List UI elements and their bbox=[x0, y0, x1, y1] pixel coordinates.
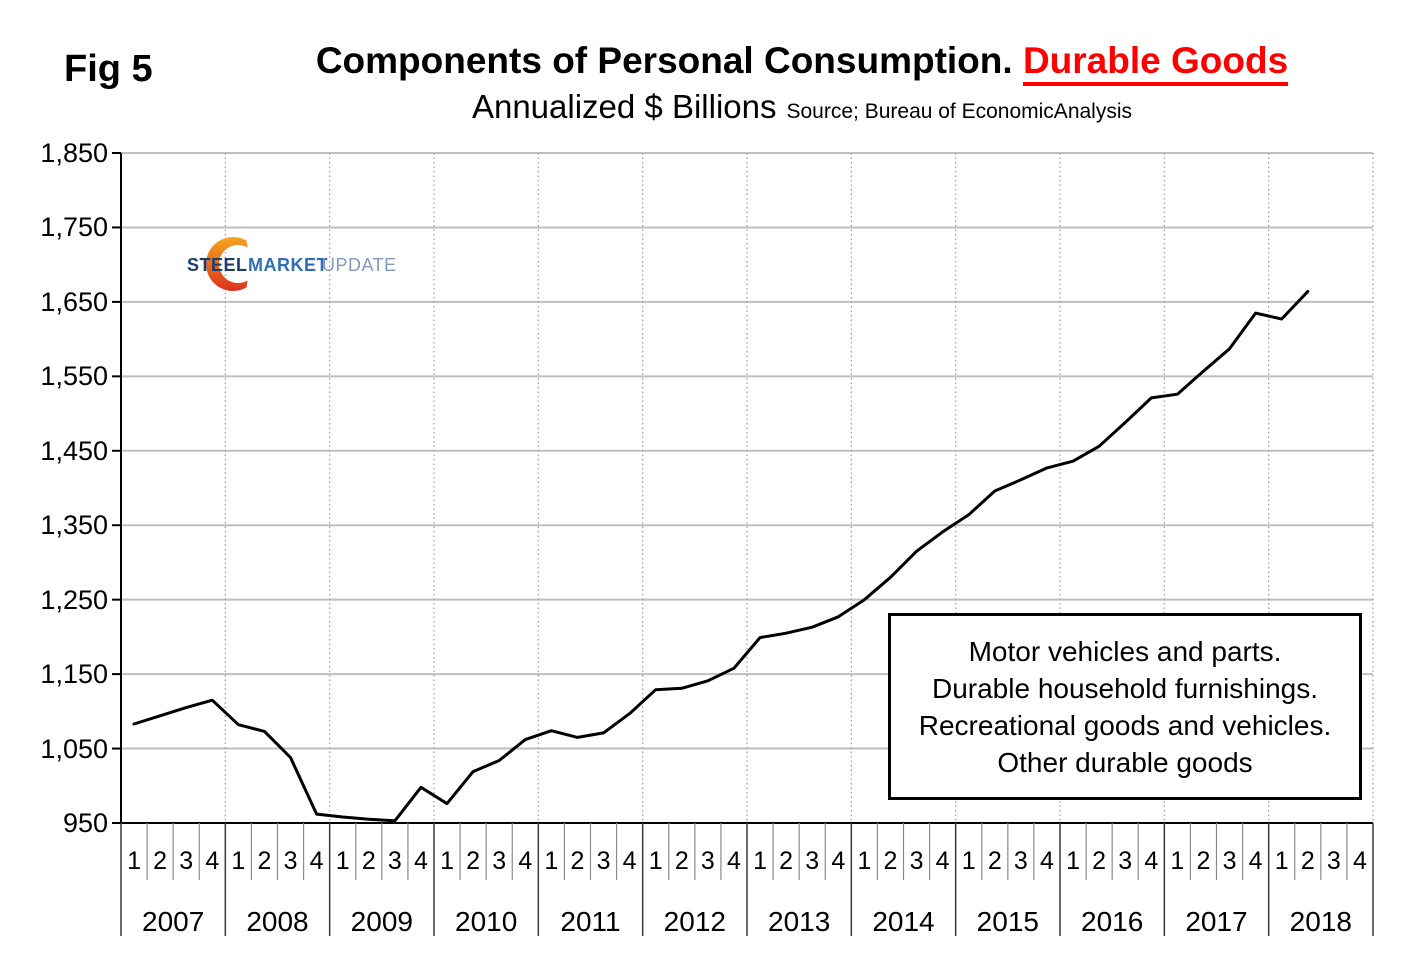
logo-word-market: MARKET bbox=[248, 255, 328, 275]
quarter-label: 3 bbox=[492, 847, 507, 875]
legend-item: Recreational goods and vehicles. bbox=[918, 709, 1332, 741]
year-label: 2017 bbox=[1185, 906, 1248, 937]
quarter-label: 3 bbox=[1013, 847, 1028, 875]
quarter-label: 4 bbox=[309, 847, 324, 875]
y-axis-label: 1,750 bbox=[40, 212, 108, 243]
logo-word-update: UPDATE bbox=[322, 255, 397, 275]
quarter-label: 3 bbox=[700, 847, 715, 875]
chart-subtitle-text: Annualized $ Billions bbox=[471, 88, 777, 125]
quarter-label: 3 bbox=[283, 847, 298, 875]
quarter-label: 1 bbox=[648, 847, 663, 875]
quarter-label: 1 bbox=[127, 847, 141, 875]
quarter-label: 1 bbox=[231, 847, 246, 875]
y-axis-label: 1,150 bbox=[40, 659, 108, 690]
quarter-label: 3 bbox=[1118, 847, 1133, 875]
year-label: 2014 bbox=[872, 906, 935, 937]
quarter-label: 1 bbox=[440, 847, 454, 875]
quarter-label: 2 bbox=[1300, 847, 1315, 875]
legend-box bbox=[888, 613, 1362, 800]
year-label: 2012 bbox=[663, 906, 726, 937]
quarter-label: 2 bbox=[257, 847, 272, 875]
y-axis-label: 1,350 bbox=[40, 510, 108, 541]
chart-title-highlight: Durable Goods bbox=[1023, 40, 1288, 86]
chart-title-text: Components of Personal Consumption. bbox=[315, 40, 1023, 81]
figure-number: Fig 5 bbox=[64, 48, 153, 90]
quarter-label: 1 bbox=[753, 847, 767, 875]
quarter-label: 2 bbox=[779, 847, 794, 875]
quarter-label: 1 bbox=[544, 847, 559, 875]
year-label: 2010 bbox=[455, 906, 518, 937]
y-axis-label: 1,550 bbox=[40, 361, 108, 392]
quarter-label: 3 bbox=[1222, 847, 1237, 875]
quarter-label: 4 bbox=[1248, 847, 1263, 875]
quarter-label: 4 bbox=[1144, 847, 1159, 875]
year-label: 2008 bbox=[246, 906, 309, 937]
y-axis-label: 1,250 bbox=[40, 584, 108, 615]
quarter-label: 2 bbox=[466, 847, 481, 875]
year-label: 2015 bbox=[976, 906, 1039, 937]
quarter-label: 2 bbox=[361, 847, 376, 875]
quarter-label: 2 bbox=[1196, 847, 1211, 875]
legend-item: Durable household furnishings. bbox=[931, 672, 1319, 704]
y-axis-label: 1,050 bbox=[40, 733, 108, 764]
logo-word-steel: STEEL bbox=[187, 255, 248, 275]
y-axis-label: 950 bbox=[62, 808, 108, 838]
quarter-label: 1 bbox=[1274, 847, 1289, 875]
source-note: Source; Bureau of EconomicAnalysis bbox=[786, 100, 1133, 123]
quarter-label: 4 bbox=[1353, 847, 1367, 875]
quarter-label: 1 bbox=[1066, 847, 1080, 875]
quarter-label: 2 bbox=[153, 847, 168, 875]
quarter-label: 2 bbox=[674, 847, 689, 875]
quarter-label: 4 bbox=[205, 847, 220, 875]
year-label: 2013 bbox=[768, 906, 831, 937]
year-label: 2011 bbox=[560, 906, 621, 937]
quarter-label: 3 bbox=[387, 847, 402, 875]
quarter-label: 1 bbox=[335, 847, 350, 875]
quarter-label: 4 bbox=[414, 847, 428, 875]
y-axis-label: 1,450 bbox=[40, 435, 108, 466]
steel-market-update-logo bbox=[180, 236, 395, 296]
year-label: 2016 bbox=[1081, 906, 1144, 937]
quarter-label: 2 bbox=[987, 847, 1002, 875]
quarter-label: 4 bbox=[935, 847, 950, 875]
year-label: 2007 bbox=[142, 906, 205, 937]
quarter-label: 4 bbox=[1040, 847, 1054, 875]
quarter-label: 3 bbox=[1326, 847, 1341, 875]
year-label: 2018 bbox=[1289, 906, 1352, 937]
y-axis-label: 1,850 bbox=[40, 138, 108, 168]
quarter-label: 4 bbox=[727, 847, 741, 875]
quarter-label: 2 bbox=[883, 847, 898, 875]
quarter-label: 2 bbox=[570, 847, 585, 875]
legend-item: Other durable goods bbox=[997, 746, 1253, 778]
quarter-label: 3 bbox=[909, 847, 924, 875]
quarter-label: 1 bbox=[1170, 847, 1185, 875]
year-label: 2009 bbox=[350, 906, 413, 937]
quarter-label: 3 bbox=[805, 847, 820, 875]
quarter-label: 4 bbox=[518, 847, 533, 875]
legend-item: Motor vehicles and parts. bbox=[968, 635, 1282, 667]
y-axis-label: 1,650 bbox=[40, 286, 108, 317]
quarter-label: 4 bbox=[622, 847, 637, 875]
quarter-label: 2 bbox=[1092, 847, 1107, 875]
quarter-label: 1 bbox=[961, 847, 976, 875]
quarter-label: 3 bbox=[596, 847, 611, 875]
quarter-label: 4 bbox=[831, 847, 846, 875]
quarter-label: 1 bbox=[857, 847, 872, 875]
quarter-label: 3 bbox=[179, 847, 194, 875]
